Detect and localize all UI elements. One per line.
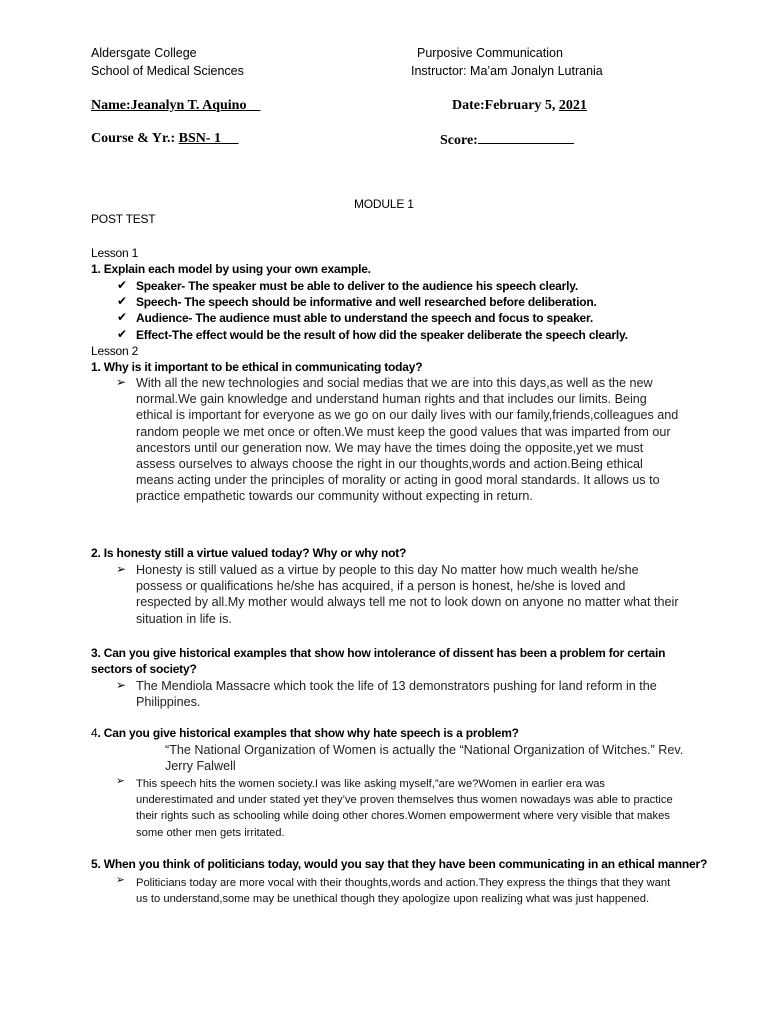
arrow-bullet-icon: ➢ bbox=[116, 678, 127, 692]
score-label: Score: bbox=[440, 133, 478, 148]
course-value: BSN- 1 bbox=[178, 131, 222, 146]
lesson1-item: Speaker- The speaker must be able to deliver to the audience his speech clearly. bbox=[136, 279, 578, 293]
name-value: Jeanalyn T. Aquino bbox=[130, 98, 247, 113]
check-icon: ✔ bbox=[117, 278, 128, 292]
lesson2-title: Lesson 2 bbox=[91, 344, 139, 358]
course-underline bbox=[221, 131, 239, 146]
answer-2: Honesty is still valued as a virtue by people to this day No matter how much wealth he/she possess or qualifications he/she has acquired, if a person is honest, he/she is loved and respected by all.My mother would always tell me not to look down on anyone no matter what their situation in life is. bbox=[136, 563, 679, 626]
check-icon: ✔ bbox=[117, 310, 128, 324]
answer-3: The Mendiola Massacre which took the life of 13 demonstrators pushing for land reform in the Philippines. bbox=[136, 679, 657, 710]
lesson1-question: 1. Explain each model by using your own example. bbox=[91, 262, 371, 276]
module-title: MODULE 1 bbox=[354, 197, 414, 211]
arrow-bullet-icon: ➢ bbox=[116, 775, 125, 787]
date-line bbox=[452, 98, 587, 114]
hate-speech-quote: “The National Organization of Women is actually the “National Organization of Witches.” Rev. Jerry Falwell bbox=[165, 743, 684, 774]
course-label: Course & Yr.: bbox=[91, 131, 179, 146]
lesson1-item: Speech- The speech should be informative and well researched before deliberation. bbox=[136, 295, 597, 309]
score-blank bbox=[478, 131, 574, 144]
answer-5: Politicians today are more vocal with their thoughts,words and action.They express the things that they want us to understand,some may be unethical though they apologize upon realizing what was just happened. bbox=[136, 877, 671, 906]
question-4-text: . Can you give historical examples that show why hate speech is a problem? bbox=[97, 726, 519, 740]
lesson1-item: Effect-The effect would be the result of how did the speaker deliberate the speech clearly. bbox=[136, 328, 628, 342]
score-line bbox=[440, 131, 574, 149]
arrow-bullet-icon: ➢ bbox=[116, 375, 127, 389]
check-icon: ✔ bbox=[117, 294, 128, 308]
name-label: Name: bbox=[91, 98, 131, 113]
check-icon: ✔ bbox=[117, 327, 128, 341]
question-5: 5. When you think of politicians today, would you say that they have been communicating in an ethical manner? bbox=[91, 857, 708, 871]
date-year: 2021 bbox=[558, 98, 587, 113]
college-name: Aldersgate College bbox=[91, 46, 197, 60]
question-2: 2. Is honesty still a virtue valued today? Why or why not? bbox=[91, 546, 407, 560]
subject-name: Purposive Communication bbox=[417, 46, 563, 60]
arrow-bullet-icon: ➢ bbox=[116, 874, 125, 886]
arrow-bullet-icon: ➢ bbox=[116, 562, 127, 576]
school-name: School of Medical Sciences bbox=[91, 64, 244, 78]
instructor-name: Instructor: Ma’am Jonalyn Lutrania bbox=[411, 64, 603, 78]
post-test-heading: POST TEST bbox=[91, 212, 156, 226]
date-label: Date:February 5, bbox=[452, 98, 559, 113]
answer-4: This speech hits the women society.I was like asking myself,”are we?Women in earlier era was underestimated and under stated yet they’ve proven themselves thus women nowadays was able to practice their rights such as schooling while doing other chores.Women empowerment where very visible that makes some other men gets irritated. bbox=[136, 778, 673, 839]
question-1: 1. Why is it important to be ethical in communicating today? bbox=[91, 360, 423, 374]
course-line bbox=[91, 131, 239, 147]
name-underline bbox=[246, 98, 260, 113]
answer-1: With all the new technologies and social medias that we are into this days,as well as the new normal.We gain knowledge and understand human rights and that includes our limits. Being ethical is important for everyone as we go on our daily lives with our family,friends,colleagues and random people we met once or often.We must keep the good values that was imparted from our ancestors until our generation now. We may have the times doing the opposite,yet we must assess ourselves to always choose the right in our thoughts,words and action.Being ethical means acting under the principles of morality or acting in good moral standards. It allows us to practice empathetic towards our community without expecting in return. bbox=[136, 376, 679, 504]
name-line bbox=[91, 98, 260, 114]
question-3: 3. Can you give historical examples that show how intolerance of dissent has been a problem for certain sectors of society? bbox=[91, 646, 666, 676]
question-4-number: 4 bbox=[91, 726, 98, 740]
lesson1-title: Lesson 1 bbox=[91, 246, 139, 260]
question-4 bbox=[91, 726, 519, 740]
lesson1-item: Audience- The audience must able to understand the speech and focus to speaker. bbox=[136, 311, 593, 325]
